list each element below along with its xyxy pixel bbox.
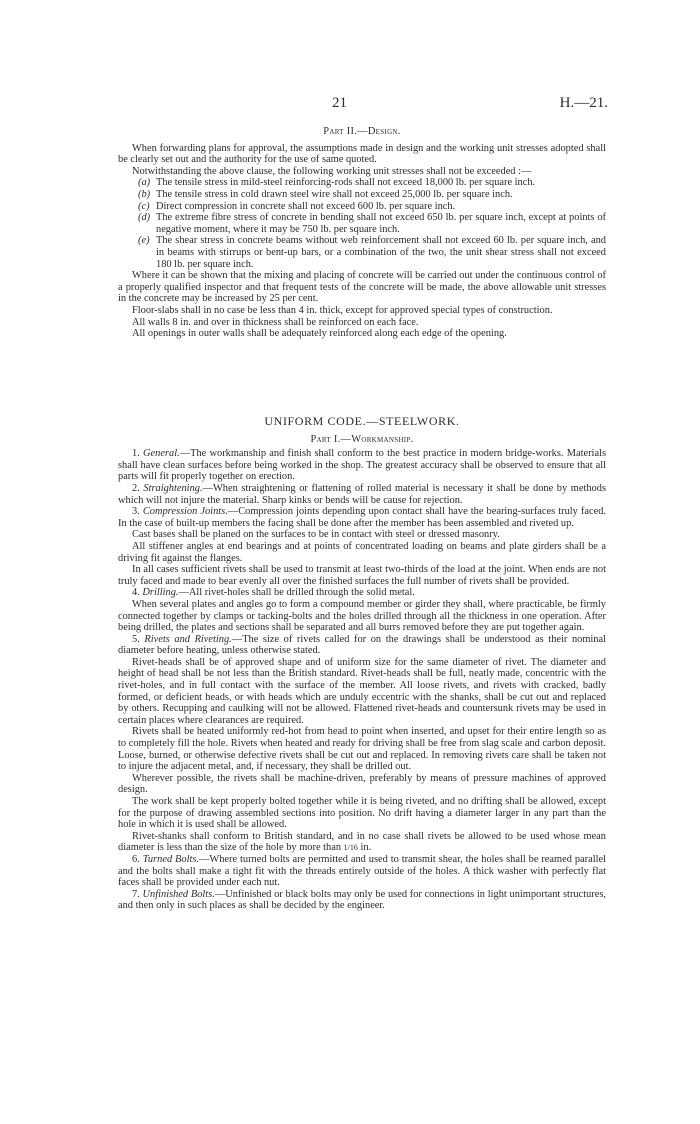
list-item: (e) The shear stress in concrete beams without web reinforcement shall not exceed 60 lb. per square inch, and in beams with stirrups or bent-up bars, or a combination of the two, the unit shear stress shall not exceed 180 lb. per square inch. <box>138 235 606 270</box>
para-bolted-together: The work shall be kept properly bolted together while it is being riveted, and no drifting shall be allowed, except for the purpose of drawing assembled sections into position. No drift having a diameter larger in any part than the hole in which it is used shall be allowed. <box>118 796 606 831</box>
page-number: 21 <box>332 95 347 111</box>
list-item: (c) Direct compression in concrete shall not exceed 600 lb. per square inch. <box>138 200 456 212</box>
design-para-3: Where it can be shown that the mixing and placing of concrete will be carried out under the continuous control of a properly qualified inspector and that frequent tests of the concrete will be made, the above allowable unit stresses in the concrete may be increased by 25 per cent. <box>118 270 606 305</box>
steelwork-title: UNIFORM CODE.—STEELWORK. <box>264 414 460 428</box>
clause-drilling: 4. Drilling.—All rivet-holes shall be drilled through the solid metal. <box>132 587 415 599</box>
design-para-1: When forwarding plans for approval, the assumptions made in design and the working unit stresses adopted shall be clearly set out and the authority for the use of same quoted. <box>118 142 606 166</box>
workmanship-heading: Part I.—Workmanship. <box>310 433 414 445</box>
fraction: 1/16 <box>343 843 358 853</box>
list-item: (d) The extreme fibre stress of concrete in bending shall not exceed 650 lb. per square inch, except at points of negative moment, where it may be 750 lb. per square inch. <box>138 212 606 235</box>
document-reference: H.—21. <box>559 95 608 111</box>
design-para-5: All walls 8 in. and over in thickness shall be reinforced on each face. <box>132 316 419 328</box>
clause-rivets-and-riveting: 5. Rivets and Riveting.—The size of rivets called for on the drawings shall be understood as their nominal diameter before heating, unless otherwise stated. <box>118 633 607 657</box>
para-rivet-heating: Rivets shall be heated uniformly red-hot from head to point when inserted, and upset for their entire length so as to completely fill the hole. Rivets when heated and ready for driving shall be free from slag scale and carbon deposit. Loose, burned, or otherwise defective rivets shall be cut out and replaced. In removing rivets care shall be taken not to injure the adjacent metal, and, if necessary, they shall be drilled out. <box>118 726 606 773</box>
clause-compression-joints: 3. Compression Joints.—Compression joints depending upon contact shall have the bearing-surfaces truly faced. In the case of built-up members the facing shall be done after the member has been assembled and riveted up. <box>118 506 606 529</box>
stress-list <box>138 177 606 270</box>
para-compound-members: When several plates and angles go to form a compound member or girder they shall, where practicable, be firmly connected together by clamps or tacking-bolts and the holes drilled through all the thickness in one operation. After being drilled, the plates and sections shall be separated and all burrs removed before they are put together again. <box>118 598 606 634</box>
design-section <box>118 126 606 340</box>
design-para-6: All openings in outer walls shall be adequately reinforced along each edge of the opening. <box>132 328 507 340</box>
para-stiffener-angles: All stiffener angles at end bearings and at points of concentrated loading on beams and plate girders shall be a driving fit against the flanges. <box>118 540 606 564</box>
design-heading: Part II.—Design. <box>323 126 401 137</box>
list-item: (b) The tensile stress in cold drawn steel wire shall not exceed 25,000 lb. per square inch. <box>138 188 513 200</box>
para-rivet-heads: Rivet-heads shall be of approved shape and of uniform size for the same diameter of rivet. The diameter and height of head shall be not less than the British standard. Rivet-heads shall be full, neatly made, concentric with the rivet-holes, and in full contact with the surface of the member. All loose rivets, and rivets with cracked, badly formed, or deficient heads, or with heads which are unduly eccentric with the shanks, shall be cut out and replaced by others. Recupping and caulking will not be allowed. Flattened rivet-heads and countersunk rivets may be used in certain places where clearances are required. <box>118 656 606 726</box>
clause-unfinished-bolts: 7. Unfinished Bolts.—Unfinished or black bolts may only be used for connections in light unimportant structures, and then only in such places as shall be decided by the engineer. <box>118 888 607 912</box>
design-para-4: Floor-slabs shall in no case be less than 4 in. thick, except for approved special types of construction. <box>132 304 553 316</box>
clause-general: 1. General.—The workmanship and finish shall conform to the best practice in modern bridge-works. Materials shall have clean surfaces before being worked in the shop. The greatest accuracy shall be observed to ensure that all parts will fit properly together on erection. <box>118 448 606 483</box>
para-rivet-shanks: Rivet-shanks shall conform to British standard, and in no case shall rivets be allowed to be used whose mean diameter is less than the size of the hole by more than 1/16 in. <box>118 830 606 854</box>
para-machine-driven: Wherever possible, the rivets shall be machine-driven, preferably by means of pressure machines of approved design. <box>118 772 606 796</box>
clause-straightening: 2. Straightening.—When straightening or flattening of rolled material is necessary it shall be done by methods which will not injure the material. Sharp kinks or bends will be cause for rejection. <box>118 482 606 506</box>
list-item: (a) The tensile stress in mild-steel reinforcing-rods shall not exceed 18,000 lb. per square inch. <box>138 177 536 189</box>
design-para-2: Notwithstanding the above clause, the following working unit stresses shall not be exceeded :— <box>132 165 532 177</box>
steelwork-section <box>118 416 606 912</box>
para-sufficient-rivets: In all cases sufficient rivets shall be used to transmit at least two-thirds of the load at the joint. When ends are not truly faced and made to bear evenly all over the finished surfaces the full number of rivets shall be provided. <box>118 564 606 587</box>
para-cast-bases: Cast bases shall be planed on the surfaces to be in contact with steel or dressed masonry. <box>132 529 500 541</box>
clause-turned-bolts: 6. Turned Bolts.—Where turned bolts are permitted and used to transmit shear, the holes shall be reamed parallel and the bolts shall make a tight fit with the threads entirely outside of the holes. A thick washer with perfectly flat faces shall be provided under each nut. <box>118 853 606 889</box>
